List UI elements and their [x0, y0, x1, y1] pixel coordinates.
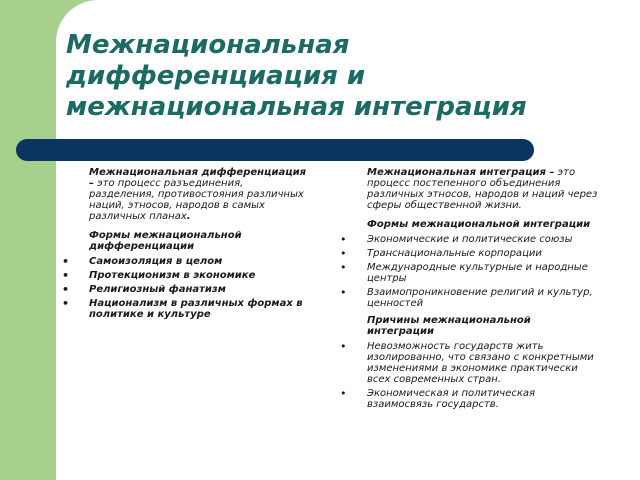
list-item: • Экономическая и политическая взаимосвязь государств.	[340, 388, 600, 410]
list-item: • Экономические и политические союзы	[340, 234, 600, 245]
list-item: • Протекционизм в экономике	[62, 270, 312, 281]
list-item: • Самоизоляция в целом	[62, 256, 312, 267]
right-reasons-heading: Причины межнациональной интеграции	[367, 315, 531, 337]
right-forms-list	[340, 234, 600, 309]
left-definition	[62, 167, 312, 222]
list-item: • Взаимопроникновение религий и культур, ценностей	[340, 287, 600, 309]
list-item: • Невозможность государств жить изолированно, что связано с конкретными изменениями в экономике практически всех современных стран.	[340, 341, 600, 385]
list-item: • Международные культурные и народные центры	[340, 262, 600, 284]
right-definition	[340, 167, 600, 211]
right-reasons-list	[340, 341, 600, 410]
list-item: • Транснациональные корпорации	[340, 248, 600, 259]
right-definition-term: Межнациональная интеграция –	[367, 167, 555, 178]
right-forms-heading: Формы межнациональной интеграции	[367, 219, 591, 230]
slide-title: Межнациональная дифференциация и межнациональная интеграция	[66, 30, 527, 122]
title-divider-bar	[16, 139, 534, 161]
right-column	[340, 167, 600, 416]
left-forms-list	[62, 256, 312, 320]
left-definition-dot: .	[186, 211, 191, 222]
left-column	[62, 167, 312, 326]
left-definition-text: это процесс разъединения, разделения, противостояния различных наций, этносов, народов в самых различных планах	[89, 178, 304, 222]
list-item: • Религиозный фанатизм	[62, 284, 312, 295]
left-definition-term: Межнациональная дифференциация –	[89, 167, 307, 189]
right-definition-text: это процесс постепенного объединения различных этносов, народов и наций через сферы общественной жизни.	[367, 167, 598, 211]
list-item: • Национализм в различных формах в политике и культуре	[62, 298, 312, 320]
left-forms-heading: Формы межнациональной дифференциации	[89, 230, 242, 252]
